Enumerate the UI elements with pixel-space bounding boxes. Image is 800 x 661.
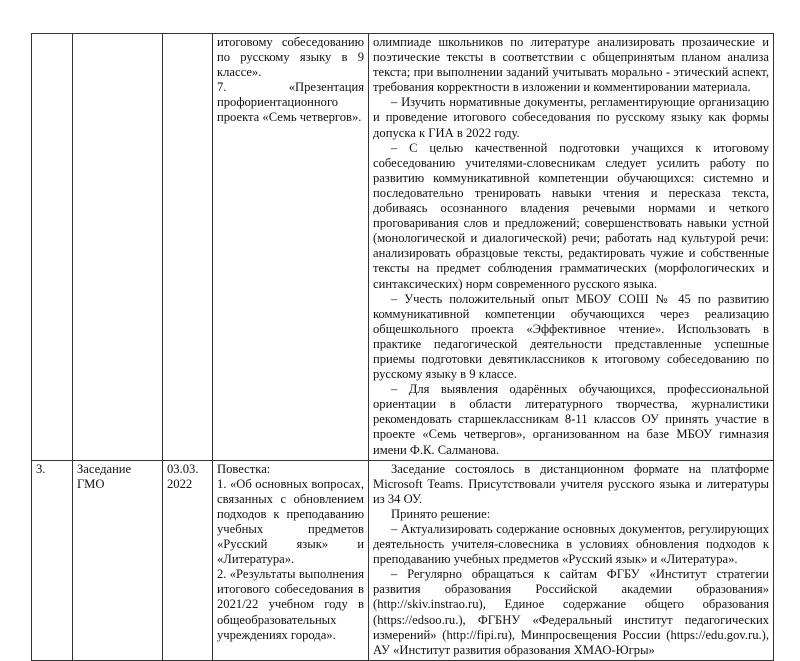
agenda-item: 7. «Презентация профориентационного проекта «Семь четвергов». [217,80,364,125]
decision-cell [369,34,774,461]
number-cell: 3. [32,460,73,660]
meetings-table [31,33,774,661]
table-row [32,460,774,660]
result-paragraph: Заседание состоялось в дистанционном формате на платформе Microsoft Teams. Присутствовали учителя русского языка и литературы из 34 ОУ. [373,461,769,506]
agenda-item: 1. «Об основных вопросах, связанных с обновлением подходов к преподаванию учебных предметов «Русский язык» и «Литература». [217,476,364,567]
decision-paragraph: – Для выявления одарённых обучающихся, профессиональной ориентации в области литературного творчества, журналистики рекомендовать старшеклассникам 8-11 классов ОУ принять участие в проекте «Семь четвергов», организованном на базе МБОУ гимназия имени Ф.К. Салманова. [373,382,769,457]
decision-paragraph: – Изучить нормативные документы, регламентирующие организацию и проведение итогового собеседования по русскому языку как формы допуска к ГИА в 2022 году. [373,95,769,140]
result-cell [369,460,774,660]
number-cell [32,34,73,461]
event-cell [73,34,163,461]
agenda-item: итоговому собеседованию по русскому языку в 9 классе». [217,35,364,80]
result-paragraph: – Регулярно обращаться к сайтам ФГБУ «Институт стратегии развития образования Российской академии образования» (http://skiv.instrao.ru), Единое содержание общего образования (https://edsoo.ru.), ФГБНУ «Федеральный институт педагогических измерений» (http://fipi.ru), Минпросвещения России (https://edu.gov.ru.), АУ «Институт развития образования ХМАО-Югры» [373,567,769,657]
agenda-cell [213,34,369,461]
event-cell: Заседание ГМО [73,460,163,660]
table-row [32,34,774,461]
decision-paragraph: – С целью качественной подготовки учащихся к итоговому собеседованию учителями-словесникам следует усилить работу по развитию коммуникативной компетенции обучающихся: системно и последовательно тренировать навыки чтения и пересказа текста, добиваясь осознанного владения речевыми нормами и четкого проговаривания слов и предложений; совершенствовать навыки устной (монологической и диалогической) речи; работать над культурой речи: анализировать образцовые тексты, редактировать чужие и собственные тексты на предмет соблюдения грамматических (морфологических и синтаксических) норм современного русского языка. [373,140,769,291]
agenda-cell [213,460,369,660]
agenda-item: 2. «Результаты выполнения итогового собеседования в 2021/22 учебном году в общеобразовательных учреждениях города». [217,567,364,642]
decision-paragraph: – Учесть положительный опыт МБОУ СОШ № 45 по развитию коммуникативной компетенции обучающихся через реализацию общешкольного проекта «Эффективное чтение». Использовать в практике педагогической деятельности представленные успешные приемы подготовки девятиклассников к итоговому собеседованию по русскому языку в 9 классе. [373,291,769,382]
date-cell [163,34,213,461]
result-paragraph: – Актуализировать содержание основных документов, регулирующих деятельность учителя-словесника в условиях обновления подходов к преподаванию учебных предметов «Русский язык» и «Литература». [373,522,769,567]
agenda-title: Повестка: [217,461,271,476]
decision-paragraph: олимпиаде школьников по литературе анализировать прозаические и поэтические тексты в соответствии с общепринятым планом анализа текста; при выполнении заданий учитывать морально - этический аспект, требования корректности в изложении и комментировании материала. [373,35,769,95]
result-paragraph: Принято решение: [391,506,491,521]
date-cell: 03.03. 2022 [163,460,213,660]
